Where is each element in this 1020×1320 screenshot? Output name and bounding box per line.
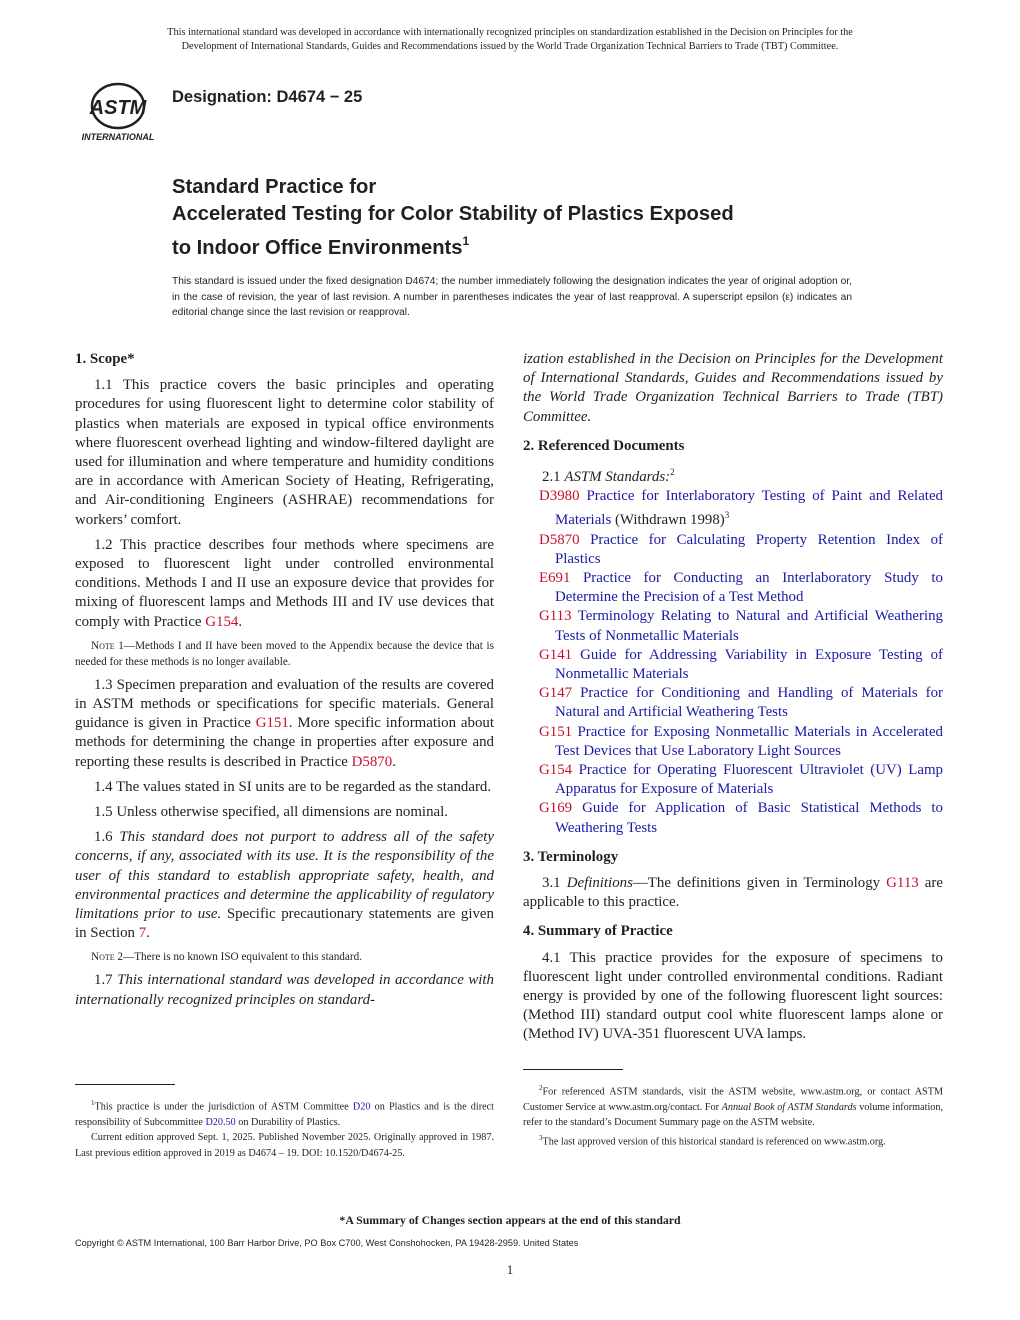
para-1-2 (75, 536, 494, 632)
logo-subtext: INTERNATIONAL (81, 132, 155, 142)
section-1-heading: 1. Scope* (75, 351, 135, 367)
para-1-6-num: 1.6 (94, 829, 120, 846)
footnote-2-text: For referenced ASTM standards, visit the ASTM website, www.astm.org, or contact ASTM Customer Service at www.astm.org/contact. For (523, 1086, 943, 1113)
para-1-5: 1.5 Unless otherwise specified, all dimensions are nominal. (94, 804, 448, 821)
ref-title[interactable]: Practice for Conditioning and Handling of Materials for Natural and Artificial Weathering Tests (555, 685, 943, 721)
ref-title[interactable]: Practice for Interlaboratory Testing of Paint and Related Materials (555, 488, 943, 529)
footnotes-right (523, 1081, 943, 1149)
para-1-3 (75, 676, 494, 772)
ref-code[interactable]: G141 (539, 646, 573, 663)
ref-code[interactable]: G147 (539, 685, 573, 702)
para-1-7-continued: ization established in the Decision on Principles for the Development of International Standards, Guides and Recommendations issued by the World Trade Organization Technical Barriers to Trade (TBT) Committee. (523, 351, 943, 425)
list-item (523, 487, 943, 530)
para-2-1 (523, 463, 943, 487)
note-2-text: —There is no known ISO equivalent to this standard. (123, 951, 362, 964)
footnote-rule-right (523, 1069, 623, 1070)
note-1-text: —Methods I and II have been moved to the Appendix because the device that is needed for these methods is no longer available. (75, 639, 495, 668)
footnote-2-mark: 2 (539, 1084, 543, 1092)
ref-code[interactable]: G113 (539, 608, 572, 625)
note-2-label: Note 2 (91, 951, 124, 964)
footnote-1-text: This practice is under the jurisdiction of ASTM Committee (94, 1101, 353, 1113)
footnote-rule-left (75, 1084, 175, 1085)
note-1-label: Note 1 (91, 639, 124, 652)
list-item (523, 607, 943, 645)
para-1-2-end: . (238, 613, 243, 630)
document-title (172, 174, 734, 262)
list-item (523, 531, 943, 569)
para-3-1 (523, 874, 943, 912)
list-item (523, 723, 943, 761)
left-column (75, 350, 494, 1010)
para-2-1-sup: 2 (670, 467, 675, 478)
para-1-7 (75, 971, 494, 1009)
ref-title[interactable]: Practice for Calculating Property Retention Index of Plastics (555, 531, 943, 567)
para-1-1: 1.1 This practice covers the basic principles and operating procedures for using fluorescent light to determine color stability of plastics when materials are exposed in typical office environments where fluorescent overhead lighting and window-filtered daylight are used for illumination and where temperature and humidity conditions are in accordance with American Society of Heating, Refrigerating, and Air-conditioning Engineers (ASHRAE) recommendations for workers’ comfort. (75, 377, 494, 528)
ref-code[interactable]: D3980 (539, 488, 580, 505)
para-1-4: 1.4 The values stated in SI units are to be regarded as the standard. (94, 778, 492, 795)
list-item (523, 569, 943, 607)
designation: Designation: D4674 − 25 (172, 88, 363, 106)
logo-text: ASTM (89, 97, 147, 119)
footnote-1 (75, 1096, 494, 1130)
para-2-1-num: 2.1 (542, 468, 565, 485)
section-4-heading: 4. Summary of Practice (523, 923, 673, 940)
ref-code[interactable]: G154 (539, 762, 573, 778)
ref-title[interactable]: Practice for Exposing Nonmetallic Materials in Accelerated Test Devices that Use Laboratory Light Sources (555, 723, 943, 759)
note-1 (75, 638, 494, 670)
footnote-3-mark: 3 (539, 1133, 543, 1142)
link-d5870[interactable]: D5870 (351, 753, 393, 770)
footnote-2-italic: Annual Book of ASTM Standards (721, 1101, 857, 1113)
ref-code[interactable]: E691 (539, 569, 571, 586)
para-2-1-italic: ASTM Standards: (564, 468, 671, 485)
para-4-1: 4.1 This practice provides for the exposure of specimens to fluorescent light under controlled environmental conditions. Radiant energy is provided by one of the following fluorescent light sources: (Method III) standard output cool white fluorescent lamps alone or (Method IV) UVA-351 fluorescent UVA lamps. (523, 949, 943, 1043)
ref-code[interactable]: G151 (539, 723, 573, 740)
section-2-heading: 2. Referenced Documents (523, 437, 685, 454)
copyright: Copyright © ASTM International, 100 Barr Harbor Drive, PO Box C700, West Conshohocken, PA 19428-2959. United States (75, 1238, 579, 1248)
link-g113[interactable]: G113 (886, 875, 919, 892)
title-line-1: Standard Practice for (172, 176, 377, 198)
top-notice (60, 26, 960, 54)
ref-title[interactable]: Practice for Conducting an Interlaboratory Study to Determine the Precision of a Test Method (555, 569, 943, 606)
para-3-1-italic: Definitions (566, 875, 633, 892)
para-1-2-text: 1.2 This practice describes four methods where specimens are exposed to fluorescent light under controlled environmental conditions. Methods I and II use an exposure device that provides for mixing of fluorescent lamps and Methods III and IV use devices that comply with Practice (75, 536, 494, 630)
footnotes-left (75, 1096, 494, 1161)
ref-code[interactable]: G169 (539, 800, 573, 817)
ref-extra: (Withdrawn 1998) (611, 512, 725, 529)
ref-title[interactable]: Guide for Application of Basic Statistical Methods to Weathering Tests (555, 800, 943, 836)
para-1-6 (75, 828, 494, 943)
title-line-2: Accelerated Testing for Color Stability of Plastics Exposed (172, 203, 734, 225)
link-section-7[interactable]: 7 (138, 925, 147, 942)
title-footnote-mark: 1 (462, 234, 470, 248)
list-item (523, 761, 943, 799)
section-3-heading: 3. Terminology (523, 848, 619, 865)
para-1-7-num: 1.7 (94, 972, 118, 989)
footnote-1-text-b: on Plastics and is the direct responsibility of Subcommittee (75, 1101, 494, 1128)
list-item (523, 799, 943, 837)
link-d20[interactable]: D20 (352, 1101, 371, 1113)
astm-logo-icon (74, 80, 162, 144)
para-1-3-text: 1.3 Specimen preparation and evaluation of the results are covered in ASTM methods or specifications for specific materials. General guidance is given in Practice (75, 676, 494, 732)
link-g151[interactable]: G151 (255, 715, 289, 732)
para-3-1-end: are applicable to this practice. (523, 875, 943, 911)
footnote-2-text-b: volume information, refer to the standard’s Document Summary page on the ASTM website. (523, 1101, 944, 1129)
ref-code[interactable]: D5870 (539, 531, 580, 548)
footnote-3-text: The last approved version of this historical standard is referenced on www.astm.org. (542, 1136, 886, 1147)
para-3-1-num: 3.1 (542, 875, 567, 892)
para-1-6-italic: This standard does not purport to address all of the safety concerns, if any, associated with its use. It is the responsibility of the user of this standard to establish appropriate safety, health, and environmental practices and determine the applicability of regulatory limitations prior to use. (75, 829, 495, 923)
para-1-6-end: . (146, 925, 150, 942)
top-notice-line-2: Development of International Standards, Guides and Recommendations issued by the World Trade Organization Technical Barriers to Trade (TBT) Committee. (181, 41, 839, 52)
para-1-3-end: . (392, 753, 396, 770)
ref-sup: 3 (724, 510, 730, 521)
para-1-3-mid: . More specific information about methods for determining the change in properties after exposure and reporting these results is described in Practice (75, 715, 494, 770)
right-column (523, 350, 943, 1051)
reference-list (523, 487, 943, 838)
footnote-2 (523, 1081, 943, 1131)
top-notice-line-1: This international standard was developed in accordance with internationally recognized principles on standardization established in the Decision on Principles for the (167, 27, 853, 38)
footnote-1-text-c: on Durability of Plastics. (235, 1116, 341, 1128)
ref-title[interactable]: Terminology Relating to Natural and Artificial Weathering Tests of Nonmetallic Materials (555, 608, 943, 644)
footnote-1-edition: Current edition approved Sept. 1, 2025. Published November 2025. Originally approved in 1987. Last previous edition approved in 2019 as D4674 – 19. DOI: 10.1520/D4674-25. (75, 1132, 494, 1159)
link-g154[interactable]: G154 (205, 613, 239, 630)
footnote-1-mark: 1 (91, 1099, 95, 1107)
summary-of-changes-note: *A Summary of Changes section appears at the end of this standard (339, 1213, 681, 1227)
issued-note: This standard is issued under the fixed designation D4674; the number immediately following the designation indicates the year of original adoption or, in the case of revision, the year of last revision. A number in parentheses indicates the year of last reapproval. A superscript epsilon (ε) indicates an editorial change since the last revision or reapproval. (172, 276, 852, 318)
para-1-6-text: Specific precautionary statements are given in Section (75, 906, 494, 942)
footnote-3 (523, 1131, 943, 1150)
para-1-7-italic: This international standard was developed in accordance with internationally recognized principles on standard- (75, 972, 495, 1008)
link-d20-50[interactable]: D20.50 (205, 1116, 236, 1128)
list-item (523, 646, 943, 684)
title-line-3: to Indoor Office Environments (172, 237, 463, 259)
astm-logo (74, 80, 162, 144)
page-number: 1 (506, 1262, 514, 1277)
note-2 (75, 949, 494, 965)
ref-title[interactable]: Practice for Operating Fluorescent Ultraviolet (UV) Lamp Apparatus for Exposure of Materials (555, 762, 943, 798)
ref-title[interactable]: Guide for Addressing Variability in Exposure Testing of Nonmetallic Materials (555, 646, 943, 682)
para-3-1-text: —The definitions given in Terminology (632, 875, 887, 892)
list-item (523, 684, 943, 722)
